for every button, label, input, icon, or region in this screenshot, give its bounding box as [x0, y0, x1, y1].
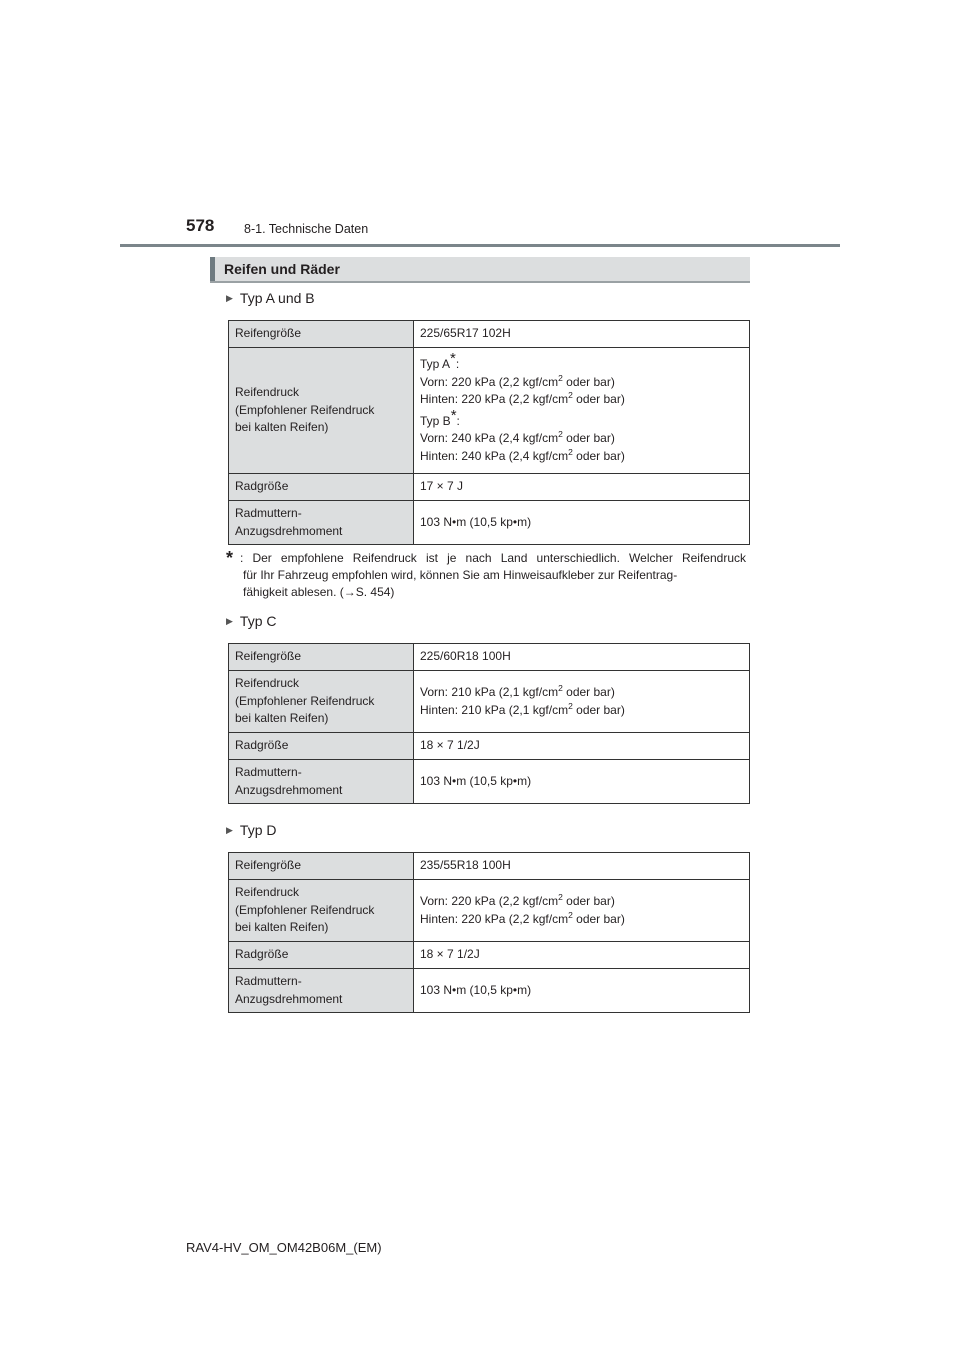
footnote	[226, 550, 746, 601]
tire-size-value: 225/60R18 100H	[414, 644, 750, 671]
wheel-size-value: 18 × 7 1/2J	[414, 733, 750, 760]
tire-table-d	[228, 852, 750, 1013]
table-row	[229, 671, 750, 733]
tire-size-label: Reifengröße	[229, 644, 414, 671]
footnote-line: : Der empfohlene Reifendruck ist je nach Land unterschiedlich. Welcher Reifendruck	[240, 551, 746, 565]
tire-pressure-value: Vorn: 210 kPa (2,1 kgf/$cm^2$ oder bar) Hinten: 210 kPa (2,1 kgf/$cm^2$ oder bar)	[414, 671, 750, 733]
table-row	[229, 942, 750, 969]
table-row	[229, 501, 750, 545]
arrow-right-icon: →	[343, 585, 356, 599]
wheel-size-label: Radgröße	[229, 733, 414, 760]
tire-pressure-label: Reifendruck (Empfohlener Reifendruck bei kalten Reifen)	[229, 671, 414, 733]
footnote-asterisk: *	[226, 548, 234, 568]
type-label-d	[226, 822, 277, 838]
triangle-bullet-icon: ▶	[226, 616, 233, 626]
type-label-text: Typ D	[239, 822, 277, 838]
header-divider	[120, 244, 840, 247]
tire-size-value: 225/65R17 102H	[414, 321, 750, 348]
wheel-size-value: 18 × 7 1/2J	[414, 942, 750, 969]
wheel-size-label: Radgröße	[229, 942, 414, 969]
tire-pressure-value: Vorn: 220 kPa (2,2 kgf/$cm^2$ oder bar) Hinten: 220 kPa (2,2 kgf/$cm^2$ oder bar)	[414, 880, 750, 942]
triangle-bullet-icon: ▶	[226, 293, 233, 303]
tire-pressure-value	[414, 348, 750, 474]
torque-value: 103 N•m (10,5 kp•m)	[414, 760, 750, 804]
footnote-line: fähigkeit ablesen. (→S. 454)	[243, 585, 395, 599]
torque-label: Radmuttern- Anzugsdrehmoment	[229, 501, 414, 545]
pressure-block-typ-b: Typ B*: Vorn: 240 kPa (2,4 kgf/$cm^2$ oder bar) Hinten: 240 kPa (2,4 kgf/$cm^2$ oder bar)	[420, 406, 625, 463]
wheel-size-value: 17 × 7 J	[414, 474, 750, 501]
table-row	[229, 880, 750, 942]
heading-text: Reifen und Räder	[224, 261, 340, 277]
torque-value: 103 N•m (10,5 kp•m)	[414, 969, 750, 1013]
torque-label: Radmuttern- Anzugsdrehmoment	[229, 969, 414, 1013]
table-row	[229, 644, 750, 671]
tire-pressure-label: Reifendruck (Empfohlener Reifendruck bei kalten Reifen)	[229, 880, 414, 942]
tire-size-label: Reifengröße	[229, 321, 414, 348]
document-code: RAV4-HV_OM_OM42B06M_(EM)	[186, 1240, 382, 1255]
torque-label: Radmuttern- Anzugsdrehmoment	[229, 760, 414, 804]
tire-table-c	[228, 643, 750, 804]
section-heading	[210, 257, 750, 283]
triangle-bullet-icon: ▶	[226, 825, 233, 835]
footnote-line: für Ihr Fahrzeug empfohlen wird, können Sie am Hinweisaufkleber zur Reifentrag-	[243, 568, 678, 582]
tire-size-label: Reifengröße	[229, 853, 414, 880]
page-number: 578	[186, 216, 215, 235]
table-row	[229, 969, 750, 1013]
tire-table-a-b	[228, 320, 750, 545]
table-row	[229, 474, 750, 501]
section-title: 8-1. Technische Daten	[244, 222, 369, 236]
heading-accent	[210, 257, 215, 281]
type-label-text: Typ A und B	[239, 290, 315, 306]
wheel-size-label: Radgröße	[229, 474, 414, 501]
table-row	[229, 348, 750, 474]
table-row	[229, 733, 750, 760]
pressure-block-typ-a: Typ A*: Vorn: 220 kPa (2,2 kgf/$cm^2$ oder bar) Hinten: 220 kPa (2,2 kgf/$cm^2$ oder bar)	[420, 350, 625, 406]
type-label-a-b	[226, 290, 315, 306]
tire-size-value: 235/55R18 100H	[414, 853, 750, 880]
table-row	[229, 853, 750, 880]
type-label-text: Typ C	[239, 613, 277, 629]
table-row	[229, 760, 750, 804]
tire-pressure-label: Reifendruck (Empfohlener Reifendruck bei kalten Reifen)	[229, 348, 414, 474]
torque-value: 103 N•m (10,5 kp•m)	[414, 501, 750, 545]
type-label-c	[226, 613, 277, 629]
table-row	[229, 321, 750, 348]
